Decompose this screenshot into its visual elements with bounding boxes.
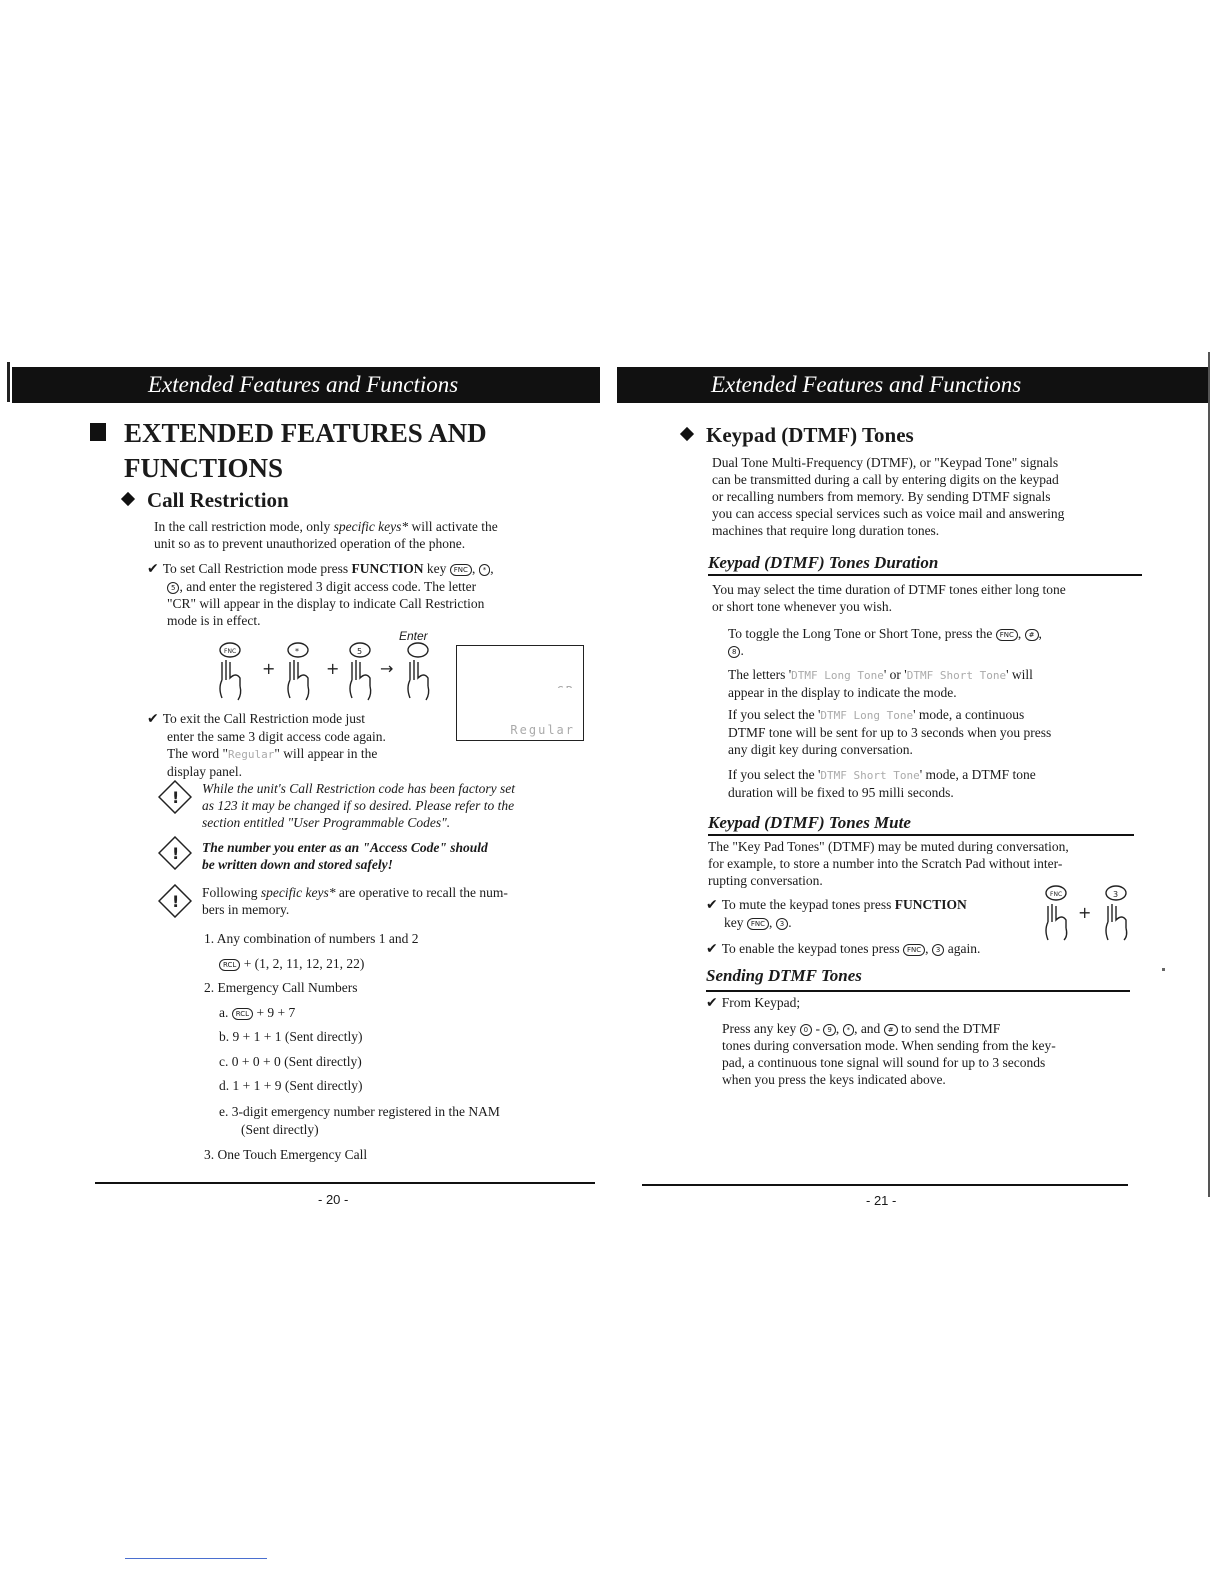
hash-key-icon: # [884, 1024, 898, 1036]
enable-step: ✔ To enable the keypad tones press FNC , 3 again. [706, 941, 981, 957]
three-key-icon: 3 [776, 918, 788, 930]
svg-text:!: ! [172, 788, 180, 807]
hand-press-star-icon [288, 643, 309, 700]
short-faint: DTMF Short Tone [820, 769, 920, 782]
note-specific-keys [202, 884, 592, 918]
subheading-sending: Sending DTMF Tones [706, 966, 862, 985]
speck-decoration [1162, 968, 1165, 971]
page-title [90, 416, 487, 450]
section-title-text: Keypad (DTMF) Tones [706, 423, 914, 447]
note2-line2: be written down and stored safely! [202, 857, 393, 872]
fnc-key-icon: FNC [450, 564, 472, 576]
mute-line1: The "Key Pad Tones" (DTMF) may be muted during conversation, [708, 839, 1069, 854]
letters-faint-short: DTMF Short Tone [906, 669, 1007, 682]
short-line2: duration will be fixed to 95 milli seconds. [728, 785, 954, 800]
eight-key-icon: 8 [728, 646, 740, 658]
svg-text:*: * [295, 647, 299, 656]
step2-line1: To exit the Call Restriction mode just [162, 711, 366, 726]
sending-paragraph: Press any key 0 - 9 , * , and # to send the DTMF tones during conversation mode. When sending from the key- pad, a continuous tone signal will sound for up to 3 seconds when you press the keys indicated above. [722, 1020, 1142, 1088]
mute-step: ✔ To mute the keypad tones press FUNCTION key FNC , 3 . [706, 897, 967, 930]
from-keypad [706, 994, 800, 1012]
intro-paragraph [154, 518, 584, 552]
svg-text:FNC: FNC [224, 648, 237, 655]
mute-line2: for example, to store a number into the Scratch Pad without inter- [708, 856, 1063, 871]
mute-step-key-word: key [724, 915, 744, 930]
subheading-rule [708, 834, 1134, 836]
note1-line1: While the unit's Call Restriction code has been factory set [202, 781, 515, 796]
nine-key-icon: 9 [823, 1024, 835, 1036]
note3-text-b: are operative to recall the num- [338, 885, 508, 900]
send-line3: pad, a continuous tone signal will sound for up to 3 seconds [722, 1055, 1046, 1070]
step2-line2: enter the same 3 digit access code again. [167, 729, 386, 744]
note1-line2: as 123 it may be changed if so desired. Please refer to the [202, 798, 515, 813]
footer-rule-left [95, 1182, 595, 1184]
send-text-c: to send the DTMF [900, 1021, 1001, 1036]
svg-text:3: 3 [1113, 890, 1119, 899]
square-bullet-icon [90, 423, 106, 441]
short-tone-paragraph [728, 766, 1148, 801]
short-text-a: If you select the ' [728, 767, 821, 782]
svg-text:→: → [380, 659, 394, 678]
rcl-key-icon: RCL [219, 959, 240, 971]
svg-text:+: + [262, 659, 276, 678]
page-edge-left [7, 362, 10, 402]
hand-press-three-icon [1106, 886, 1127, 940]
step1-text: To set Call Restriction mode press [162, 561, 349, 576]
step1-line3: "CR" will appear in the display to indicate Call Restriction [167, 596, 485, 611]
letters-text-c: ' will [1006, 667, 1033, 682]
page-edge-right [1208, 352, 1210, 1197]
duration-paragraph [712, 581, 1152, 615]
step2-faint-word: Regular [228, 748, 275, 761]
diamond-bullet-icon [121, 492, 135, 506]
subheading-duration: Keypad (DTMF) Tones Duration [708, 553, 939, 572]
header-band-right [617, 367, 1209, 403]
letters-text-a: The letters ' [728, 667, 792, 682]
fnc-key-icon: FNC [996, 629, 1018, 641]
send-line2: tones during conversation mode. When sending from the key- [722, 1038, 1056, 1053]
subheading-mute: Keypad (DTMF) Tones Mute [708, 813, 911, 832]
step2-line3a: The word " [167, 746, 228, 761]
send-text-a: Press any key [722, 1021, 797, 1036]
note3-text-a: Following [202, 885, 258, 900]
svg-text:!: ! [172, 844, 180, 863]
checkmark-icon: ✔ [706, 941, 718, 957]
note-factory-code [202, 780, 592, 831]
mute-paragraph [708, 838, 1148, 889]
letters-faint-long: DTMF Long Tone [791, 669, 884, 682]
five-key-icon: 5 [167, 582, 179, 594]
send-line4: when you press the keys indicated above. [722, 1072, 946, 1087]
long-text-a: If you select the ' [728, 707, 821, 722]
list-item-1-formula: + (1, 2, 11, 12, 21, 22) [243, 955, 365, 971]
caution-icon [158, 884, 192, 918]
svg-text:+: + [326, 659, 340, 678]
zero-key-icon: 0 [800, 1024, 812, 1036]
key-press-diagram [200, 640, 440, 702]
section-title-call-restriction [119, 487, 289, 513]
svg-text:FNC: FNC [1050, 891, 1063, 898]
letters-line2: appear in the display to indicate the mode. [728, 685, 957, 700]
step-exit-call-restriction [147, 710, 447, 780]
mute-step-bold: FUNCTION [894, 897, 967, 912]
note3-line2: bers in memory. [202, 902, 290, 917]
long-tone-paragraph [728, 706, 1148, 758]
page-number-left: - 20 - [318, 1192, 349, 1207]
star-key-icon: * [843, 1024, 855, 1036]
page-number-right: - 21 - [866, 1193, 897, 1208]
hand-press-fnc-icon [220, 643, 241, 700]
long-line2: DTMF tone will be sent for up to 3 seconds when you press [728, 725, 1052, 740]
note1-line3: section entitled "User Programmable Codes". [202, 815, 451, 830]
svg-text:!: ! [172, 892, 180, 911]
short-text-b: ' mode, a DTMF tone [919, 767, 1036, 782]
step1-line2: , and enter the registered 3 digit access code. The letter [179, 579, 477, 594]
checkmark-icon: ✔ [706, 995, 718, 1011]
mute-line3: rupting conversation. [708, 873, 823, 888]
enable-step-text: To enable the keypad tones press [721, 941, 900, 956]
section-title-keypad-tones [678, 422, 914, 448]
list-item-2a-label: a. [219, 1004, 229, 1020]
list-item-2: 2. Emergency Call Numbers [204, 980, 358, 995]
subheading-rule [706, 990, 1130, 992]
list-item-2e-line2: (Sent directly) [241, 1121, 319, 1137]
checkmark-icon: ✔ [147, 711, 159, 727]
lcd-display-regular [456, 688, 584, 741]
intro-emphasis: specific keys* [333, 519, 409, 534]
fnc-key-icon: FNC [903, 944, 925, 956]
dtmf-intro-line1: Dual Tone Multi-Frequency (DTMF), or "Keypad Tone" signals [712, 455, 1059, 470]
send-text-b: and [860, 1021, 881, 1036]
toggle-instruction: To toggle the Long Tone or Short Tone, press the FNC , # , 8 . [728, 626, 1042, 658]
long-line3: any digit key during conversation. [728, 742, 913, 757]
section-title-text: Call Restriction [147, 488, 289, 512]
long-text-b: ' mode, a continuous [913, 707, 1025, 722]
subheading-rule [708, 574, 1142, 576]
fnc-key-icon: FNC [747, 918, 769, 930]
intro-text: In the call restriction mode, only [154, 519, 331, 534]
letters-text-b: ' or ' [883, 667, 907, 682]
lcd-regular-text: Regular [510, 723, 575, 737]
list-item-3: 3. One Touch Emergency Call [204, 1146, 368, 1162]
dtmf-intro-line4: you can access special services such as voice mail and answering [712, 506, 1065, 521]
duration-line2: or short tone whenever you wish. [712, 599, 892, 614]
footer-link-underline [125, 1558, 267, 1559]
page-title-line2: FUNCTIONS [124, 453, 284, 483]
list-item-1: 1. Any combination of numbers 1 and 2 [204, 931, 419, 946]
dtmf-intro [712, 454, 1152, 539]
svg-text:+: + [1078, 903, 1092, 922]
note2-line1: The number you enter as an "Access Code" should [202, 840, 488, 855]
mute-key-press-diagram [1038, 884, 1138, 944]
list-item-2b: b. 9 + 1 + 1 (Sent directly) [219, 1029, 363, 1044]
hand-press-fnc-icon [1046, 886, 1067, 940]
header-band-left [12, 367, 600, 403]
page-title-line1: EXTENDED FEATURES AND [124, 418, 487, 448]
duration-line1: You may select the time duration of DTMF tones either long tone [712, 582, 1066, 597]
intro-text-b: will activate the [411, 519, 498, 534]
toggle-text: To toggle the Long Tone or Short Tone, press the [728, 626, 993, 641]
list-item-2d: d. 1 + 1 + 9 (Sent directly) [219, 1078, 363, 1093]
note-access-code [202, 839, 592, 873]
step2-line3b: " will appear in the [274, 746, 378, 761]
caution-icon [158, 836, 192, 870]
list-item-2c: c. 0 + 0 + 0 (Sent directly) [219, 1053, 362, 1069]
header-band-left-text: Extended Features and Functions [148, 372, 459, 397]
mute-step-text: To mute the keypad tones press [721, 897, 892, 912]
rcl-key-icon: RCL [232, 1008, 253, 1020]
step1-bold: FUNCTION [351, 561, 424, 576]
dtmf-intro-line5: machines that require long duration tones. [712, 523, 940, 538]
step1-line4: mode is in effect. [167, 613, 261, 628]
hand-press-five-icon [350, 643, 371, 700]
checkmark-icon: ✔ [147, 561, 159, 577]
enter-label: Enter [399, 629, 428, 643]
three-key-icon: 3 [932, 944, 944, 956]
list-item-2a-formula: + 9 + 7 [256, 1004, 296, 1020]
step2-line4: display panel. [167, 764, 242, 779]
enable-again: again. [947, 941, 981, 956]
letters-paragraph [728, 666, 1148, 701]
long-faint: DTMF Long Tone [820, 709, 914, 722]
note3-emphasis: specific keys* [260, 885, 336, 900]
step1-key-word: key [426, 561, 447, 576]
hash-key-icon: # [1025, 629, 1039, 641]
dtmf-intro-line2: can be transmitted during a call by entering digits on the keypad [712, 472, 1059, 487]
list-item-2e: e. 3-digit emergency number registered in the NAM [219, 1103, 500, 1119]
header-band-right-text: Extended Features and Functions [711, 372, 1022, 397]
dtmf-intro-line3: or recalling numbers from memory. By sending DTMF signals [712, 489, 1051, 504]
diamond-bullet-icon [680, 427, 694, 441]
footer-rule-right [642, 1184, 1128, 1186]
svg-text:5: 5 [357, 647, 363, 656]
from-keypad-text: From Keypad; [721, 995, 801, 1010]
intro-line2: unit so as to prevent unauthorized operation of the phone. [154, 536, 466, 551]
star-key-icon: * [479, 564, 491, 576]
step-set-call-restriction: ✔ To set Call Restriction mode press FUNCTION key FNC , * , 5 , and enter the registered 3 digit access code. The letter "CR" will appear in the display to indicate Call Restriction mode is in effect. [147, 560, 587, 629]
caution-icon [158, 780, 192, 814]
checkmark-icon: ✔ [706, 897, 718, 913]
hand-press-enter-icon [408, 643, 429, 700]
recall-list [204, 927, 594, 1167]
